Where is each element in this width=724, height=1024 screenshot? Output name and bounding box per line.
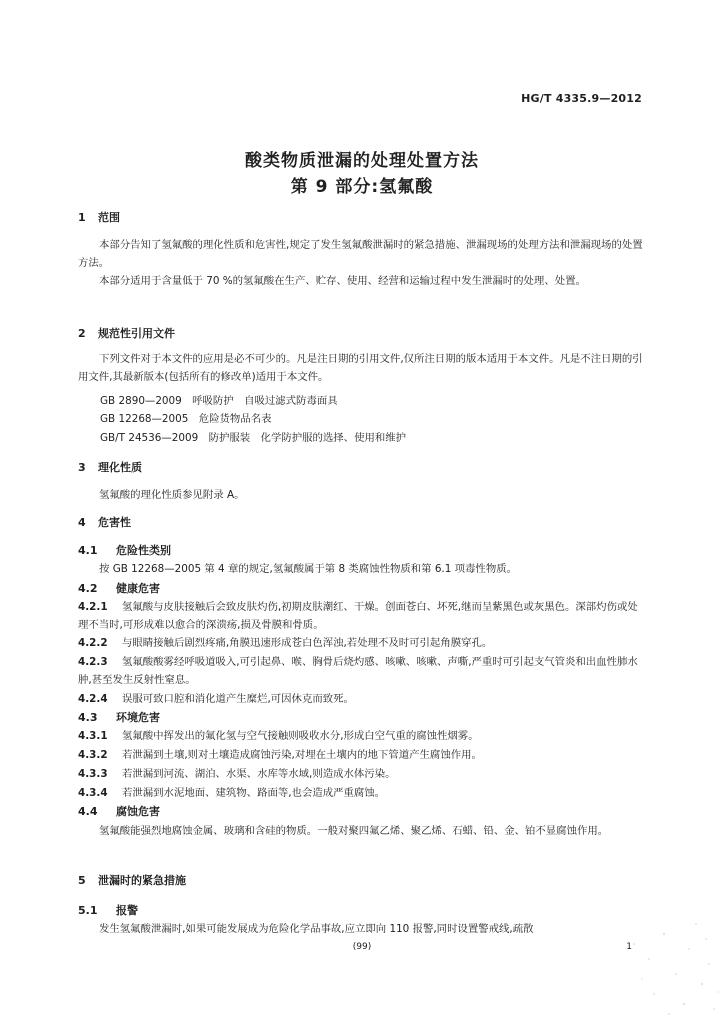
clause-number: 4.2.1 [78, 601, 108, 613]
clause-4-3-2 [78, 746, 644, 764]
section-number: 4.4 [78, 805, 98, 818]
clause-4-3-4 [78, 784, 644, 802]
paragraph: 按 GB 12268—2005 第 4 章的规定,氢氟酸属于第 8 类腐蚀性物质和第 6.1 项毒性物质。 [99, 563, 517, 575]
section-title: 报警 [116, 904, 138, 917]
section-title: 危险性类别 [116, 544, 171, 557]
clause-number: 4.2.2 [78, 637, 108, 649]
section-number: 5.1 [78, 904, 98, 917]
clause-number: 4.3.3 [78, 768, 108, 780]
clause-4-2-2 [78, 634, 644, 652]
section-2-heading [78, 325, 175, 341]
clause-text: 若泄漏到河流、湖泊、水渠、水库等水域,则造成水体污染。 [122, 768, 396, 780]
section-1-body [78, 236, 644, 290]
section-4-4-heading [78, 803, 160, 819]
section-5-1-heading [78, 902, 138, 918]
paragraph: 发生氢氟酸泄漏时,如果可能发展成为危险化学品事故,应立即向 110 报警,同时设置警戒线,疏散 [99, 923, 534, 935]
section-4-heading [78, 514, 131, 530]
reference-item: GB 2890—2009 呼吸防护 自吸过滤式防毒面具 [100, 395, 338, 407]
clause-4-2-1 [78, 598, 644, 634]
section-3-heading [78, 459, 142, 475]
reference-item: GB 12268—2005 危险货物品名表 [100, 413, 272, 425]
standard-code: HG/T 4335.9—2012 [521, 92, 642, 105]
clause-number: 4.3.1 [78, 730, 108, 742]
clause-number: 4.2.4 [78, 693, 108, 705]
section-1-heading [78, 209, 120, 225]
section-5-heading [78, 872, 186, 888]
section-5-1-body [78, 920, 644, 938]
section-title: 环境危害 [116, 711, 160, 724]
section-title: 泄漏时的紧急措施 [98, 874, 186, 887]
paragraph: 氢氟酸能强烈地腐蚀金属、玻璃和含硅的物质。一般对聚四氟乙烯、聚乙烯、石蜡、铅、金、铂不显腐蚀作用。 [99, 825, 609, 837]
scan-noise-decoration [614, 904, 724, 1024]
section-4-1-heading [78, 542, 171, 558]
clause-text: 与眼睛接触后剧烈疼痛,角膜迅速形成苍白色浑浊,若处理不及时可引起角膜穿孔。 [122, 637, 493, 649]
section-number: 1 [78, 211, 86, 224]
clause-text: 氢氟酸酸雾经呼吸道吸入,可引起鼻、喉、胸骨后烧灼感、咳嗽、咳嗽、声嘶,严重时可引起支气管炎和出血性肺水肿,甚至发生反射性窒息。 [78, 656, 638, 686]
section-number: 3 [78, 461, 86, 474]
section-title: 健康危害 [116, 582, 160, 595]
document-title: 酸类物质泄漏的处理处置方法 [245, 151, 479, 171]
clause-4-2-3 [78, 653, 644, 689]
section-title: 理化性质 [98, 461, 142, 474]
section-number: 5 [78, 874, 86, 887]
section-number: 4.2 [78, 582, 98, 595]
section-4-1-body [78, 560, 644, 578]
paragraph: 本部分告知了氢氟酸的理化性质和危害性,规定了发生氢氟酸泄漏时的紧急措施、泄漏现场的处理方法和泄漏现场的处置方法。 [78, 239, 643, 269]
document-subtitle: 第 9 部分:氢氟酸 [290, 177, 434, 197]
section-number: 4 [78, 516, 86, 529]
section-2-body [78, 350, 644, 386]
section-title: 范围 [98, 211, 120, 224]
paragraph: 下列文件对于本文件的应用是必不可少的。凡是注日期的引用文件,仅所注日期的版本适用于本文件。凡是不注日期的引用文件,其最新版本(包括所有的修改单)适用于本文件。 [78, 353, 643, 383]
section-3-body [78, 486, 644, 504]
clause-text: 氢氟酸与皮肤接触后会致皮肤灼伤,初期皮肤潮红、干燥。创面苍白、坏死,继而呈紫黑色或灰黑色。深部灼伤或处理不当时,可形成难以愈合的深溃疡,损及骨膜和骨质。 [78, 601, 638, 631]
clause-4-3-3 [78, 765, 644, 783]
section-number: 4.1 [78, 544, 98, 557]
section-4-2-heading [78, 580, 160, 596]
clause-text: 若泄漏到水泥地面、建筑物、路面等,也会造成严重腐蚀。 [122, 787, 386, 799]
clause-text: 若泄漏到土壤,则对土壤造成腐蚀污染,对埋在土壤内的地下管道产生腐蚀作用。 [122, 749, 482, 761]
section-number: 2 [78, 327, 86, 340]
section-title: 规范性引用文件 [98, 327, 175, 340]
section-title: 腐蚀危害 [116, 805, 160, 818]
section-number: 4.3 [78, 711, 98, 724]
page-number-center: (99) [352, 942, 372, 952]
clause-4-2-4 [78, 690, 644, 708]
clause-number: 4.2.3 [78, 656, 108, 668]
section-4-4-body [78, 822, 644, 840]
page-number-right: 1 [626, 942, 632, 952]
clause-text: 氢氟酸中挥发出的氟化氢与空气接触则吸收水分,形成白空气重的腐蚀性烟雾。 [122, 730, 479, 742]
clause-number: 4.3.4 [78, 787, 108, 799]
clause-number: 4.3.2 [78, 749, 108, 761]
clause-text: 误服可致口腔和消化道产生糜烂,可因休克而致死。 [122, 693, 354, 705]
section-title: 危害性 [98, 516, 131, 529]
section-4-3-heading [78, 709, 160, 725]
paragraph: 氢氟酸的理化性质参见附录 A。 [99, 489, 245, 501]
clause-4-3-1 [78, 727, 644, 745]
reference-item: GB/T 24536—2009 防护服装 化学防护服的选择、使用和维护 [100, 432, 407, 444]
paragraph: 本部分适用于含量低于 70 %的氢氟酸在生产、贮存、使用、经营和运输过程中发生泄漏时的处理、处置。 [99, 275, 586, 287]
